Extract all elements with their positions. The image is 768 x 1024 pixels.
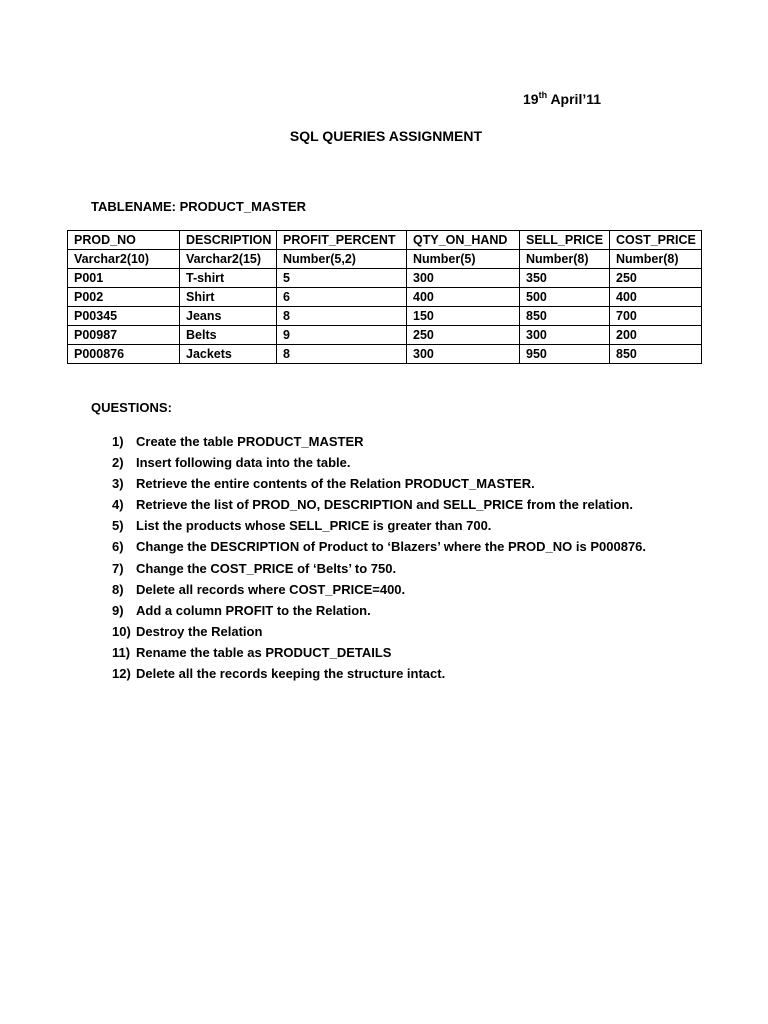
date-day: 19 (523, 91, 539, 107)
document-date (523, 91, 601, 107)
question-text: Rename the table as PRODUCT_DETAILS (136, 644, 392, 660)
type-cell: Varchar2(10) (68, 250, 180, 269)
page-title: SQL QUERIES ASSIGNMENT (289, 128, 483, 144)
table-cell: T-shirt (180, 269, 277, 288)
product-master-table (67, 230, 702, 364)
table-cell: 850 (610, 345, 702, 364)
list-item (112, 663, 646, 684)
question-number: 8) (112, 581, 124, 597)
question-number: 4) (112, 497, 124, 513)
table-name-label: TABLENAME: PRODUCT_MASTER (91, 199, 306, 214)
table-cell: P002 (68, 288, 180, 307)
date-rest: April’11 (547, 91, 602, 107)
question-text: Insert following data into the table. (136, 455, 351, 471)
table-row (68, 345, 702, 364)
list-item (112, 558, 646, 579)
type-cell: Varchar2(15) (180, 250, 277, 269)
table-cell: Shirt (180, 288, 277, 307)
table-cell: P001 (68, 269, 180, 288)
list-item (112, 600, 646, 621)
list-item (112, 452, 646, 473)
list-item (112, 473, 646, 494)
table-header-row (68, 231, 702, 250)
header-cell: QTY_ON_HAND (407, 231, 520, 250)
question-number: 5) (112, 518, 124, 534)
list-item (112, 515, 646, 536)
table-cell: P000876 (68, 345, 180, 364)
type-cell: Number(8) (520, 250, 610, 269)
question-text: Delete all the records keeping the structure intact. (136, 666, 446, 682)
questions-list (112, 431, 646, 684)
table-cell: 250 (407, 326, 520, 345)
question-text: Change the DESCRIPTION of Product to ‘Blazers’ where the PROD_NO is P000876. (136, 539, 647, 555)
header-cell: COST_PRICE (610, 231, 702, 250)
list-item (112, 431, 646, 452)
list-item (112, 621, 646, 642)
question-number: 9) (112, 602, 124, 618)
list-item (112, 642, 646, 663)
table-cell: 150 (407, 307, 520, 326)
table-type-row (68, 250, 702, 269)
table-cell: 6 (277, 288, 407, 307)
table-cell: 250 (610, 269, 702, 288)
header-cell: DESCRIPTION (180, 231, 277, 250)
table-cell: 8 (277, 345, 407, 364)
table-cell: 400 (407, 288, 520, 307)
question-text: Change the COST_PRICE of ‘Belts’ to 750. (136, 560, 397, 576)
type-cell: Number(8) (610, 250, 702, 269)
header-cell: SELL_PRICE (520, 231, 610, 250)
list-item (112, 494, 646, 515)
table-cell: 850 (520, 307, 610, 326)
question-text: Add a column PROFIT to the Relation. (136, 602, 371, 618)
table-cell: 700 (610, 307, 702, 326)
question-number: 11) (112, 644, 131, 660)
table-cell: 300 (407, 269, 520, 288)
question-number: 3) (112, 476, 124, 492)
question-number: 2) (112, 455, 124, 471)
question-text: List the products whose SELL_PRICE is greater than 700. (136, 518, 492, 534)
table-cell: P00345 (68, 307, 180, 326)
question-number: 12) (112, 666, 131, 682)
table-row (68, 307, 702, 326)
question-text: Retrieve the list of PROD_NO, DESCRIPTION and SELL_PRICE from the relation. (136, 497, 633, 513)
question-text: Retrieve the entire contents of the Relation PRODUCT_MASTER. (136, 476, 535, 492)
question-number: 1) (112, 434, 124, 449)
table-cell: 9 (277, 326, 407, 345)
question-number: 6) (112, 539, 124, 555)
table-cell: P00987 (68, 326, 180, 345)
table-cell: 5 (277, 269, 407, 288)
table-cell: 500 (520, 288, 610, 307)
table-row (68, 288, 702, 307)
table-row (68, 269, 702, 288)
header-cell: PROFIT_PERCENT (277, 231, 407, 250)
header-cell: PROD_NO (68, 231, 180, 250)
table-cell: Belts (180, 326, 277, 345)
questions-heading: QUESTIONS: (91, 400, 172, 415)
list-item (112, 579, 646, 600)
type-cell: Number(5,2) (277, 250, 407, 269)
list-item (112, 536, 646, 557)
question-text: Create the table PRODUCT_MASTER (136, 434, 364, 449)
table-cell: Jeans (180, 307, 277, 326)
table-cell: 350 (520, 269, 610, 288)
question-number: 10) (112, 623, 131, 639)
table-cell: 200 (610, 326, 702, 345)
table-row (68, 326, 702, 345)
question-number: 7) (112, 560, 124, 576)
date-suffix: th (538, 90, 548, 100)
table-cell: 400 (610, 288, 702, 307)
question-text: Destroy the Relation (136, 623, 263, 639)
table-cell: Jackets (180, 345, 277, 364)
table-cell: 950 (520, 345, 610, 364)
table-cell: 300 (407, 345, 520, 364)
table-cell: 8 (277, 307, 407, 326)
table-cell: 300 (520, 326, 610, 345)
question-text: Delete all records where COST_PRICE=400. (136, 581, 406, 597)
type-cell: Number(5) (407, 250, 520, 269)
